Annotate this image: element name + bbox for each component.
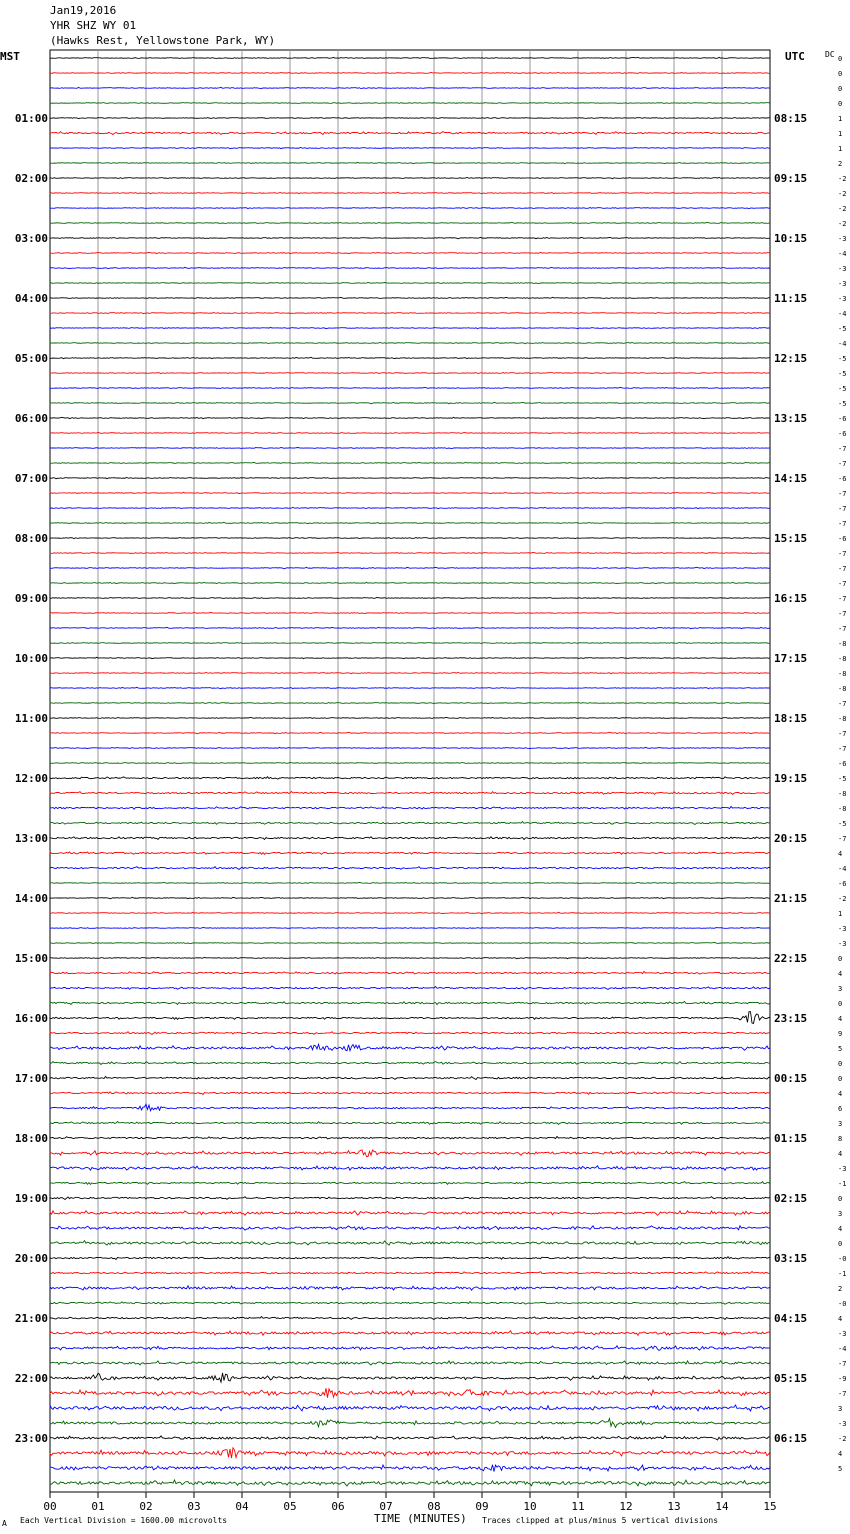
trace-line [50, 552, 770, 553]
utc-hour-label: 16:15 [774, 592, 808, 605]
trace-line [50, 1448, 770, 1458]
trace-line [50, 208, 770, 209]
dc-offset-label: -0 [838, 1300, 847, 1308]
trace-line [50, 822, 770, 825]
dc-offset-label: -4 [838, 1345, 847, 1353]
utc-hour-label: 09:15 [774, 172, 808, 185]
trace-line [50, 627, 770, 629]
trace-line [50, 1092, 770, 1095]
mst-hour-label: 20:00 [14, 1252, 48, 1265]
right-timezone-label: UTC [785, 50, 805, 63]
mst-hour-label: 19:00 [14, 1192, 48, 1205]
x-tick-label: 02 [139, 1500, 153, 1513]
trace-line [50, 1122, 770, 1125]
utc-hour-label: 01:15 [774, 1132, 808, 1145]
mst-hour-label: 13:00 [14, 832, 48, 845]
dc-offset-label: 2 [838, 1285, 843, 1293]
dc-offset-label: -7 [838, 625, 847, 633]
utc-hour-label: 00:15 [774, 1072, 808, 1085]
dc-offset-label: 2 [838, 160, 843, 168]
dc-offset-label: 1 [838, 130, 843, 138]
mst-hour-label: 03:00 [14, 232, 48, 245]
trace-line [50, 1302, 770, 1305]
trace-line [50, 897, 770, 899]
x-tick-label: 00 [43, 1500, 57, 1513]
utc-hour-label: 22:15 [774, 952, 808, 965]
utc-hour-label: 02:15 [774, 1192, 808, 1205]
dc-offset-label: -6 [838, 880, 847, 888]
trace-line [50, 567, 770, 569]
trace-line [50, 1012, 770, 1024]
mst-hour-label: 18:00 [14, 1132, 48, 1145]
dc-offset-label: -7 [838, 700, 847, 708]
trace-line [50, 687, 770, 688]
trace-line [50, 477, 770, 478]
x-tick-label: 11 [571, 1500, 585, 1513]
dc-offset-label: 0 [838, 70, 843, 78]
trace-line [50, 1373, 770, 1382]
left-timezone-label: MST [0, 50, 20, 63]
trace-line [50, 1166, 770, 1171]
dc-offset-label: -9 [838, 1375, 847, 1383]
dc-offset-label: -7 [838, 1390, 847, 1398]
trace-line [50, 132, 770, 135]
dc-offset-label: 4 [838, 1015, 843, 1023]
dc-offset-label: -7 [838, 505, 847, 513]
trace-line [50, 267, 770, 268]
utc-hour-label: 23:15 [774, 1012, 808, 1025]
trace-line [50, 763, 770, 764]
mst-hour-label: 10:00 [14, 652, 48, 665]
mst-hour-label: 04:00 [14, 292, 48, 305]
trace-line [50, 87, 770, 88]
mst-hour-label: 16:00 [14, 1012, 48, 1025]
utc-hour-label: 15:15 [774, 532, 808, 545]
trace-line [50, 1182, 770, 1185]
mst-hour-label: 15:00 [14, 952, 48, 965]
trace-line [50, 118, 770, 119]
mst-hour-label: 14:00 [14, 892, 48, 905]
dc-offset-label: -6 [838, 430, 847, 438]
dc-offset-label: -5 [838, 400, 847, 408]
trace-line [50, 717, 770, 718]
trace-line [50, 1257, 770, 1260]
trace-line [50, 1137, 770, 1140]
dc-offset-label: -7 [838, 595, 847, 603]
dc-offset-label: -3 [838, 265, 847, 273]
utc-hour-label: 08:15 [774, 112, 808, 125]
plot-frame [50, 50, 770, 1492]
trace-line [50, 177, 770, 178]
dc-offset-label: 5 [838, 1045, 843, 1053]
trace-line [50, 417, 770, 418]
trace-line [50, 882, 770, 883]
scale-note: Each Vertical Division = 1600.00 microvolts [20, 1516, 228, 1525]
dc-offset-label: -3 [838, 1420, 847, 1428]
header-station: YHR SHZ WY 01 [50, 19, 137, 32]
dc-offset-label: 0 [838, 1195, 843, 1203]
dc-offset-label: -7 [838, 730, 847, 738]
x-tick-label: 04 [235, 1500, 249, 1513]
utc-hour-label: 14:15 [774, 472, 808, 485]
dc-label: DC [825, 50, 835, 59]
trace-line [50, 1405, 770, 1411]
dc-offset-label: -7 [838, 835, 847, 843]
trace-line [50, 402, 770, 404]
dc-offset-label: -3 [838, 295, 847, 303]
dc-offset-label: -5 [838, 325, 847, 333]
dc-offset-label: 1 [838, 145, 843, 153]
dc-offset-label: 3 [838, 1210, 843, 1218]
trace-line [50, 747, 770, 748]
dc-offset-label: -7 [838, 445, 847, 453]
clip-note: Traces clipped at plus/minus 5 vertical divisions [482, 1516, 719, 1525]
dc-offset-label: -5 [838, 775, 847, 783]
trace-line [50, 103, 770, 104]
mst-hour-label: 22:00 [14, 1372, 48, 1385]
dc-offset-label: -7 [838, 550, 847, 558]
trace-line [50, 432, 770, 433]
dc-offset-label: -5 [838, 355, 847, 363]
dc-offset-label: -7 [838, 580, 847, 588]
dc-offset-label: -7 [838, 565, 847, 573]
x-tick-label: 12 [619, 1500, 633, 1513]
trace-line [50, 1465, 770, 1472]
dc-offset-label: 9 [838, 1030, 843, 1038]
trace-line [50, 957, 770, 959]
trace-line [50, 792, 770, 795]
dc-offset-label: -5 [838, 385, 847, 393]
dc-offset-label: 4 [838, 1315, 843, 1323]
dc-offset-label: 3 [838, 1120, 843, 1128]
x-tick-label: 06 [331, 1500, 345, 1513]
trace-line [50, 1241, 770, 1246]
dc-offset-label: -6 [838, 760, 847, 768]
x-tick-label: 07 [379, 1500, 393, 1513]
dc-offset-label: 4 [838, 970, 843, 978]
dc-offset-label: 8 [838, 1135, 843, 1143]
trace-line [50, 492, 770, 493]
trace-line [50, 1388, 770, 1398]
dc-offset-label: -4 [838, 865, 847, 873]
x-tick-label: 05 [283, 1500, 297, 1513]
dc-offset-label: -2 [838, 895, 847, 903]
utc-hour-label: 12:15 [774, 352, 808, 365]
trace-line [50, 283, 770, 284]
mst-hour-label: 07:00 [14, 472, 48, 485]
mst-hour-label: 02:00 [14, 172, 48, 185]
dc-offset-label: -4 [838, 310, 847, 318]
utc-hour-label: 10:15 [774, 232, 808, 245]
dc-offset-label: 4 [838, 1090, 843, 1098]
dc-offset-label: -2 [838, 175, 847, 183]
dc-offset-label: -4 [838, 250, 847, 258]
x-tick-label: 13 [667, 1500, 681, 1513]
corner-mark: A [2, 1519, 7, 1528]
mst-hour-label: 09:00 [14, 592, 48, 605]
trace-line [50, 1226, 770, 1230]
x-tick-label: 03 [187, 1500, 201, 1513]
dc-offset-label: 0 [838, 1000, 843, 1008]
mst-hour-label: 23:00 [14, 1432, 48, 1445]
trace-line [50, 837, 770, 840]
trace-line [50, 1419, 770, 1428]
mst-hour-label: 05:00 [14, 352, 48, 365]
trace-line [50, 598, 770, 599]
dc-offset-label: -6 [838, 535, 847, 543]
dc-offset-label: -7 [838, 745, 847, 753]
x-tick-label: 14 [715, 1500, 729, 1513]
trace-line [50, 147, 770, 148]
header-location: (Hawks Rest, Yellowstone Park, WY) [50, 34, 276, 47]
trace-line [50, 1197, 770, 1200]
trace-line [50, 1062, 770, 1065]
utc-hour-label: 13:15 [774, 412, 808, 425]
trace-line [50, 867, 770, 870]
utc-hour-label: 11:15 [774, 292, 808, 305]
x-axis-title: TIME (MINUTES) [374, 1512, 467, 1525]
trace-line [50, 1077, 770, 1080]
x-tick-label: 10 [523, 1500, 537, 1513]
dc-offset-label: -3 [838, 1330, 847, 1338]
dc-offset-label: 0 [838, 85, 843, 93]
trace-line [50, 942, 770, 943]
mst-hour-label: 06:00 [14, 412, 48, 425]
dc-offset-label: -2 [838, 1435, 847, 1443]
header-date: Jan19,2016 [50, 4, 117, 17]
trace-line [50, 373, 770, 374]
utc-hour-label: 18:15 [774, 712, 808, 725]
dc-offset-label: -8 [838, 790, 847, 798]
mst-hour-label: 21:00 [14, 1312, 48, 1325]
dc-offset-label: -8 [838, 640, 847, 648]
trace-line [50, 1104, 770, 1111]
dc-offset-label: 0 [838, 55, 843, 63]
dc-offset-label: 1 [838, 910, 843, 918]
trace-line [50, 582, 770, 583]
trace-line [50, 1002, 770, 1005]
dc-offset-label: 0 [838, 1240, 843, 1248]
trace-line [50, 57, 770, 58]
trace-line [50, 192, 770, 193]
dc-offset-label: -7 [838, 1360, 847, 1368]
trace-line [50, 448, 770, 449]
dc-offset-label: -8 [838, 715, 847, 723]
dc-offset-label: -6 [838, 415, 847, 423]
dc-offset-label: 4 [838, 1150, 843, 1158]
dc-offset-label: -6 [838, 475, 847, 483]
dc-offset-label: -7 [838, 610, 847, 618]
trace-line [50, 852, 770, 855]
trace-line [50, 928, 770, 929]
x-tick-label: 01 [91, 1500, 105, 1513]
trace-line [50, 1211, 770, 1216]
trace-line [50, 462, 770, 463]
dc-offset-label: 4 [838, 1450, 843, 1458]
x-tick-label: 15 [763, 1500, 777, 1513]
trace-line [50, 1032, 770, 1035]
dc-offset-label: -2 [838, 220, 847, 228]
dc-offset-label: -8 [838, 805, 847, 813]
mst-hour-label: 17:00 [14, 1072, 48, 1085]
trace-line [50, 297, 770, 298]
dc-offset-label: 3 [838, 985, 843, 993]
trace-line [50, 1346, 770, 1351]
x-tick-label: 09 [475, 1500, 489, 1513]
dc-offset-label: -2 [838, 205, 847, 213]
trace-line [50, 1286, 770, 1290]
trace-line [50, 1317, 770, 1320]
trace-line [50, 972, 770, 975]
dc-offset-label: -3 [838, 1165, 847, 1173]
mst-hour-label: 11:00 [14, 712, 48, 725]
dc-offset-label: 6 [838, 1105, 843, 1113]
trace-line [50, 162, 770, 163]
utc-hour-label: 04:15 [774, 1312, 808, 1325]
trace-line [50, 777, 770, 779]
mst-hour-label: 01:00 [14, 112, 48, 125]
dc-offset-label: -8 [838, 670, 847, 678]
trace-line [50, 538, 770, 539]
trace-line [50, 522, 770, 523]
dc-offset-label: -4 [838, 340, 847, 348]
dc-offset-label: 0 [838, 1075, 843, 1083]
utc-hour-label: 05:15 [774, 1372, 808, 1385]
dc-offset-label: -3 [838, 925, 847, 933]
dc-offset-label: -5 [838, 820, 847, 828]
trace-line [50, 657, 770, 658]
dc-offset-label: 3 [838, 1405, 843, 1413]
dc-offset-label: -2 [838, 190, 847, 198]
dc-offset-label: -8 [838, 685, 847, 693]
trace-line [50, 1436, 770, 1440]
trace-line [50, 252, 770, 253]
dc-offset-label: 0 [838, 1060, 843, 1068]
utc-hour-label: 17:15 [774, 652, 808, 665]
dc-offset-label: -8 [838, 655, 847, 663]
mst-hour-label: 12:00 [14, 772, 48, 785]
x-tick-label: 08 [427, 1500, 441, 1513]
dc-offset-label: -7 [838, 520, 847, 528]
trace-line [50, 327, 770, 328]
trace-line [50, 1044, 770, 1050]
trace-line [50, 72, 770, 73]
trace-line [50, 643, 770, 644]
mst-hour-label: 08:00 [14, 532, 48, 545]
dc-offset-label: 4 [838, 1225, 843, 1233]
dc-offset-label: 0 [838, 955, 843, 963]
trace-line [50, 342, 770, 343]
dc-offset-label: -7 [838, 490, 847, 498]
dc-offset-label: -0 [838, 1255, 847, 1263]
trace-line [50, 613, 770, 614]
dc-offset-label: 4 [838, 850, 843, 858]
utc-hour-label: 21:15 [774, 892, 808, 905]
trace-line [50, 222, 770, 223]
dc-offset-label: -3 [838, 940, 847, 948]
dc-offset-label: 1 [838, 115, 843, 123]
dc-offset-label: -7 [838, 460, 847, 468]
trace-line [50, 507, 770, 508]
trace-line [50, 237, 770, 239]
dc-offset-label: -3 [838, 235, 847, 243]
trace-line [50, 312, 770, 313]
dc-offset-label: 0 [838, 100, 843, 108]
utc-hour-label: 03:15 [774, 1252, 808, 1265]
trace-line [50, 387, 770, 388]
utc-hour-label: 20:15 [774, 832, 808, 845]
trace-line [50, 912, 770, 913]
trace-line [50, 1272, 770, 1274]
dc-offset-label: 5 [838, 1465, 843, 1473]
trace-line [50, 1480, 770, 1486]
trace-line [50, 1150, 770, 1157]
trace-line [50, 987, 770, 990]
trace-line [50, 703, 770, 704]
trace-line [50, 357, 770, 358]
trace-line [50, 1361, 770, 1365]
trace-line [50, 672, 770, 673]
utc-hour-label: 19:15 [774, 772, 808, 785]
dc-offset-label: -1 [838, 1270, 847, 1278]
dc-offset-label: -1 [838, 1180, 847, 1188]
dc-offset-label: -5 [838, 370, 847, 378]
utc-hour-label: 06:15 [774, 1432, 808, 1445]
dc-offset-label: -3 [838, 280, 847, 288]
trace-line [50, 1331, 770, 1336]
trace-line [50, 732, 770, 734]
trace-line [50, 807, 770, 810]
